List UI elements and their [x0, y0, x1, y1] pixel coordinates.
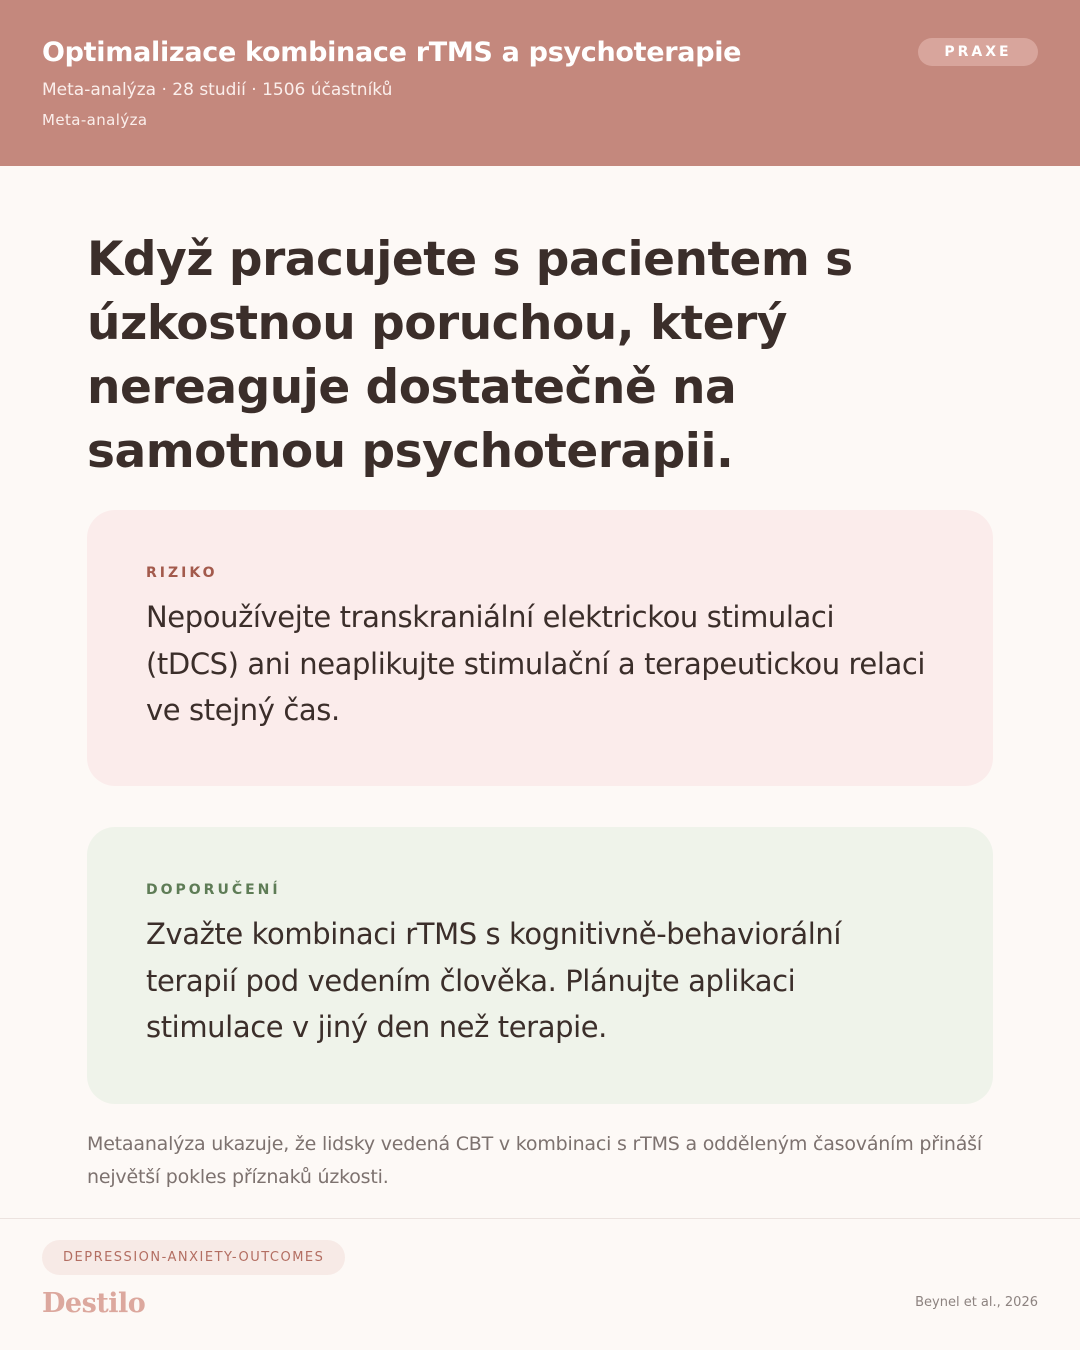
citation-text: Beynel et al., 2026: [915, 1295, 1038, 1310]
category-badge: PRAXE: [918, 38, 1038, 66]
risk-text: Nepoužívejte transkraniální elektrickou stimulaci (tDCS) ani neaplikujte stimulační a terapeutickou relaci ve stejný čas.: [146, 600, 926, 727]
risk-label: RIZIKO: [146, 565, 218, 581]
recommendation-card: [87, 827, 993, 1104]
brand-logo: Destilo: [42, 1288, 146, 1319]
topic-tag[interactable]: DEPRESSION-ANXIETY-OUTCOMES: [42, 1240, 345, 1275]
scenario-question: Když pracujete s pacientem s úzkostnou poruchou, který nereaguje dostatečně na samotnou psychoterapii.: [87, 232, 853, 479]
header-title: Optimalizace kombinace rTMS a psychoterapie: [42, 37, 742, 68]
summary-text: Metaanalýza ukazuje, že lidsky vedená CBT v kombinaci s rTMS a odděleným časováním přináší největší pokles příznaků úzkosti.: [87, 1133, 982, 1188]
footer-divider: [0, 1218, 1080, 1219]
recommendation-text: Zvažte kombinaci rTMS s kognitivně-behaviorální terapií pod vedením člověka. Plánujte aplikaci stimulace v jiný den než terapie.: [146, 917, 842, 1044]
header-tag: Meta-analýza: [42, 111, 148, 129]
header-banner: [0, 0, 1080, 166]
header-meta: Meta-analýza · 28 studií · 1506 účastníků: [42, 80, 393, 100]
risk-card: [87, 510, 993, 786]
recommendation-label: DOPORUČENÍ: [146, 882, 281, 898]
